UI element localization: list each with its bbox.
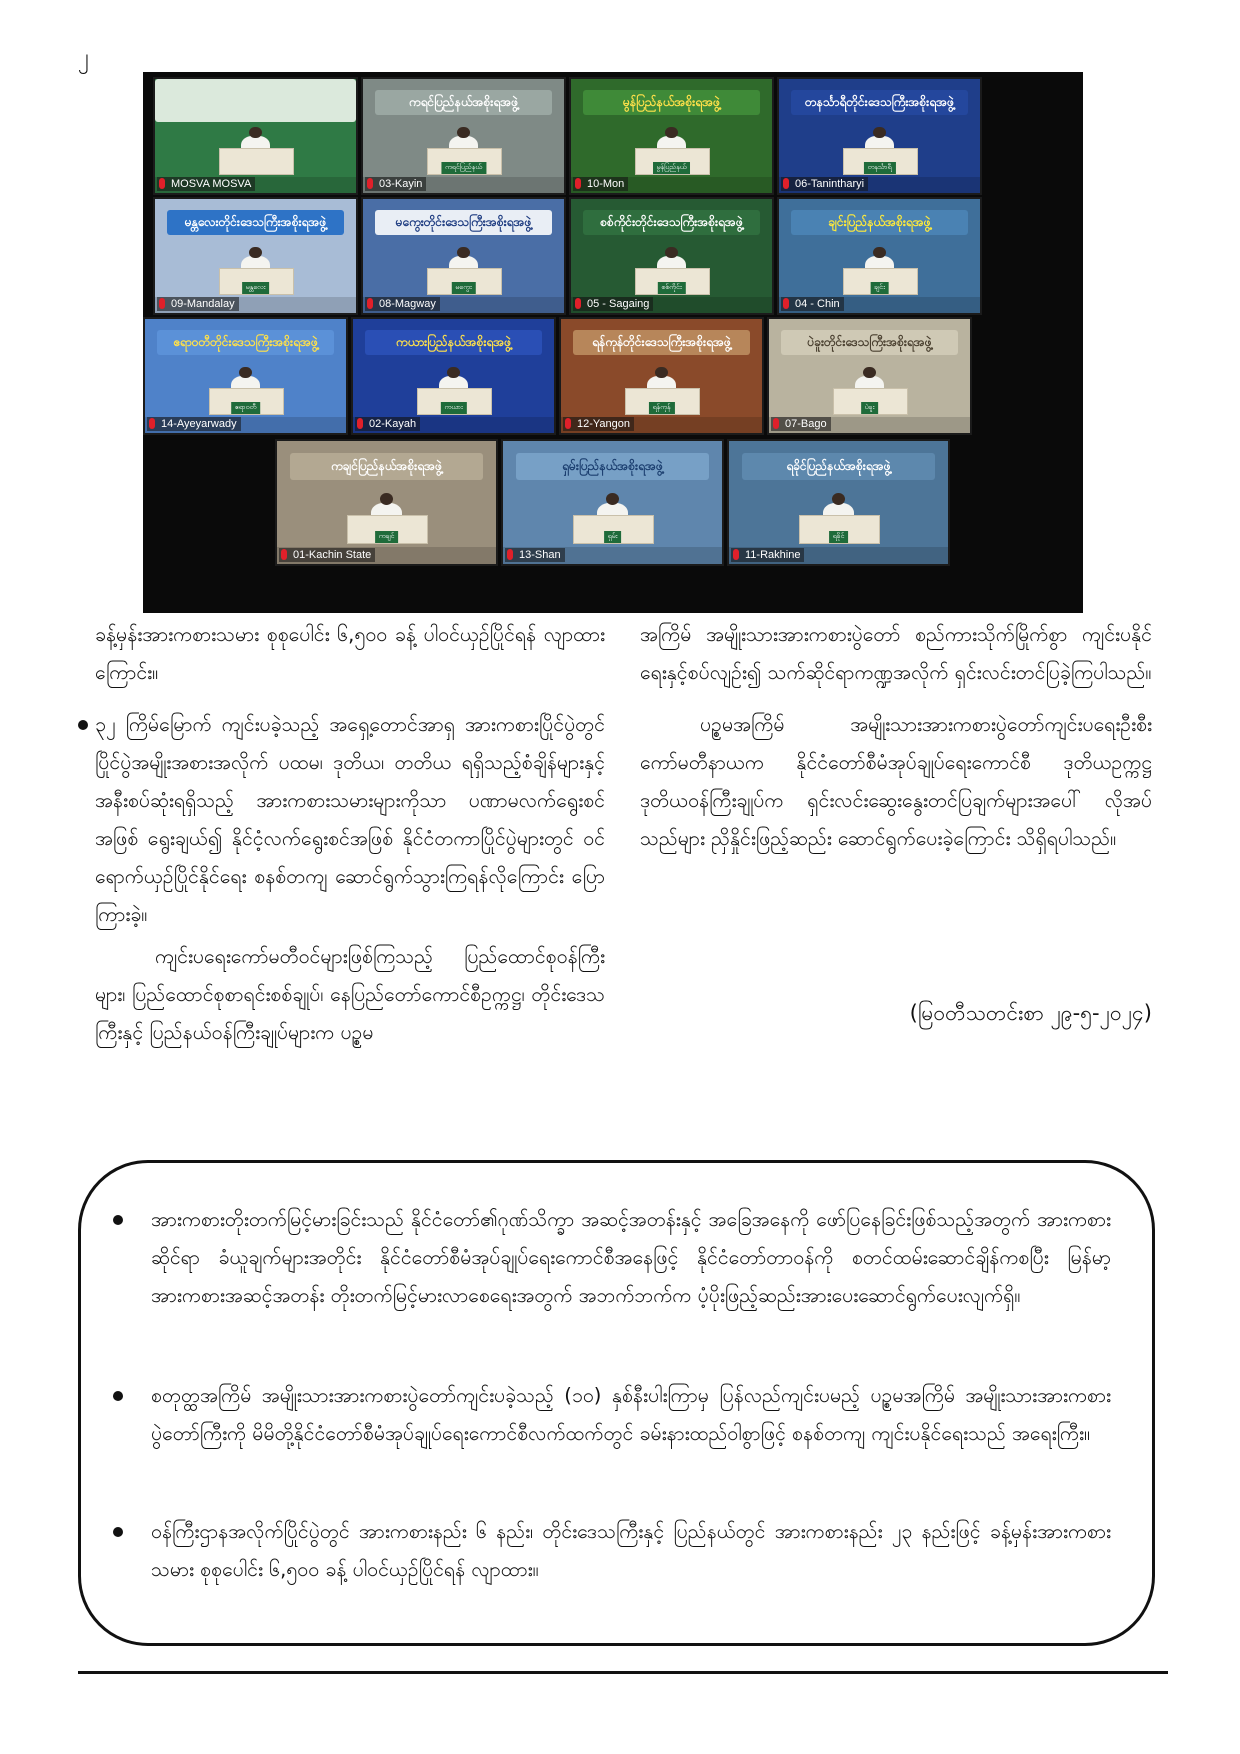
microphone-icon: [507, 549, 513, 560]
microphone-icon: [773, 418, 779, 429]
participant-label: 05 - Sagaing: [573, 297, 653, 311]
summary-item: [151, 1377, 1111, 1453]
nameplate: ရန်ကုန်: [648, 402, 674, 414]
participant-label: 04 - Chin: [781, 297, 844, 311]
left-paragraph-continued: ခန့်မှန်းအားကစားသမား စုစုပေါင်း ၆,၅၀၀ ခန့် ပါဝင်ယှဉ်ပြိုင်ရန် လျာထားကြောင်း။: [95, 623, 605, 684]
left-column: [95, 616, 605, 1052]
participant-label: 14-Ayeyarwady: [147, 417, 241, 431]
microphone-icon: [357, 418, 363, 429]
participant-label: 08-Magway: [365, 297, 440, 311]
right-paragraph-vice-chairman: ပဉ္စမအကြိမ် အမျိုးသားအားကစားပွဲတော်ကျင်းပရေးဦးစီးကော်မတီနာယက နိုင်ငံတော်စီမံအုပ်ချုပ်ရေးကောင်စီ ဒုတိယဥက္ကဋ္ဌ ဒုတိယဝန်ကြီးချုပ်က ရှင်းလင်းဆွေးနွေးတင်ပြချက်များအပေါ် လိုအပ်သည်များ ညှိနှိုင်းဖြည့်ဆည်း ဆောင်ရွက်ပေးခဲ့ကြောင်း သိရှိရပါသည်။: [640, 713, 1152, 850]
participant-label: 06-Tanintharyi: [781, 177, 868, 191]
nameplate: ရခိုင်: [829, 531, 849, 543]
room-banner: စစ်ကိုင်းတိုင်းဒေသကြီးအစိုးရအဖွဲ့: [583, 210, 760, 235]
right-paragraph-continued: အကြိမ် အမျိုးသားအားကစားပွဲတော် စည်ကားသိုက်မြိုက်စွာ ကျင်းပနိုင်ရေးနှင့်စပ်လျဉ်း၍ သက်ဆိုင်ရာကဏ္ဍအလိုက် ရှင်းလင်းတင်ပြခဲ့ကြပါသည်။: [640, 623, 1152, 684]
nameplate: ရှမ်း: [604, 531, 622, 543]
summary-item-text: ဝန်ကြီးဌာနအလိုက်ပြိုင်ပွဲတွင် အားကစားနည်း ၆ နည်း၊ တိုင်းဒေသကြီးနှင့် ပြည်နယ်တွင် အားကစားနည်း ၂၃ နည်းဖြင့် ခန့်မှန်းအားကစားသမား စုစုပေါင်း ၆,၅၀၀ ခန့် ပါဝင်ယှဉ်ပြိုင်ရန် လျာထား။: [151, 1520, 1111, 1581]
participant-label: 10-Mon: [573, 177, 628, 191]
microphone-icon: [367, 298, 373, 309]
microphone-icon: [159, 178, 165, 189]
room-banner: ပဲခူးတိုင်းဒေသကြီးအစိုးရအဖွဲ့: [781, 330, 958, 355]
participant-label: 13-Shan: [505, 548, 565, 562]
conference-tile: [275, 439, 498, 566]
bullet-icon: [113, 1215, 123, 1225]
footer-divider: [78, 1671, 1168, 1674]
microphone-icon: [565, 418, 571, 429]
microphone-icon: [281, 549, 287, 560]
video-conference-photo: [143, 72, 1083, 613]
room-banner: ချင်းပြည်နယ်အစိုးရအဖွဲ့: [791, 210, 968, 235]
microphone-icon: [159, 298, 165, 309]
left-bullet-paragraph: [95, 706, 605, 934]
room-banner: ကချင်ပြည်နယ်အစိုးရအဖွဲ့: [290, 453, 483, 480]
room-banner: ကယားပြည်နယ်အစိုးရအဖွဲ့: [365, 330, 542, 355]
conference-tile: [361, 197, 566, 315]
conference-tile: [777, 77, 982, 195]
conference-tile: [569, 197, 774, 315]
participant-label: 12-Yangon: [563, 417, 634, 431]
microphone-icon: [149, 418, 155, 429]
room-banner: ရန်ကုန်တိုင်းဒေသကြီးအစိုးရအဖွဲ့: [573, 330, 750, 355]
microphone-icon: [783, 298, 789, 309]
room-banner: ဧရာဝတီတိုင်းဒေသကြီးအစိုးရအဖွဲ့: [157, 330, 334, 355]
nameplate: ကယား: [440, 402, 466, 414]
room-banner: ရခိုင်ပြည်နယ်အစိုးရအဖွဲ့: [742, 453, 935, 480]
conference-tile: [727, 439, 950, 566]
conference-tile: [501, 439, 724, 566]
nameplate: ကရင်ပြည်နယ်: [441, 162, 486, 174]
room-banner: ကရင်ပြည်နယ်အစိုးရအဖွဲ့: [375, 90, 552, 115]
nameplate: ဧရာဝတီ: [231, 402, 261, 414]
nameplate: ချင်း: [870, 282, 889, 294]
room-banner: တနင်္သာရီတိုင်းဒေသကြီးအစိုးရအဖွဲ့: [791, 90, 968, 115]
nameplate: မန္တလေး: [242, 282, 270, 294]
conference-tile: [767, 317, 972, 435]
microphone-icon: [783, 178, 789, 189]
conference-tile: [569, 77, 774, 195]
nameplate: စစ်ကိုင်း: [657, 282, 685, 294]
conference-tile: [143, 317, 348, 435]
right-column: [640, 616, 1152, 858]
conference-tile: [351, 317, 556, 435]
summary-box: [78, 1160, 1155, 1646]
room-banner: မွန်ပြည်နယ်အစိုးရအဖွဲ့: [583, 90, 760, 115]
room-banner: မကွေးတိုင်းဒေသကြီးအစိုးရအဖွဲ့: [375, 210, 552, 235]
nameplate: မကွေး: [451, 282, 475, 294]
nameplate: မွန်ပြည်နယ်: [653, 162, 691, 174]
conference-tile: [559, 317, 764, 435]
bullet-icon: [113, 1391, 123, 1401]
participant-label: 09-Mandalay: [157, 297, 239, 311]
conference-tile: [777, 197, 982, 315]
participant-label: 11-Rakhine: [731, 548, 804, 562]
nameplate: ပဲခူး: [861, 402, 879, 414]
microphone-icon: [575, 178, 581, 189]
summary-item-text: စတုတ္ထအကြိမ် အမျိုးသားအားကစားပွဲတော်ကျင်းပခဲ့သည့် (၁၀) နှစ်နီးပါးကြာမှ ပြန်လည်ကျင်းပမည့် ပဉ္စမအကြိမ် အမျိုးသားအားကစားပွဲတော်ကြီးကို မိမိတို့နိုင်ငံတော်စီမံအုပ်ချုပ်ရေးကောင်စီလက်ထက်တွင် ခမ်းနားထည်ဝါစွာဖြင့် စနစ်တကျ ကျင်းပနိုင်ရေးသည် အရေးကြီး။: [151, 1384, 1111, 1445]
microphone-icon: [575, 298, 581, 309]
nameplate: တနင်္သာရီ: [863, 162, 895, 174]
participant-label: 03-Kayin: [365, 177, 426, 191]
left-paragraph-committee: ကျင်းပရေးကော်မတီဝင်များဖြစ်ကြသည့် ပြည်ထောင်စုဝန်ကြီးများ၊ ပြည်ထောင်စုစာရင်းစစ်ချုပ်၊ နေပြည်တော်ကောင်စီဥက္ကဋ္ဌ၊ တိုင်းဒေသကြီးနှင့် ပြည်နယ်ဝန်ကြီးချုပ်များက ပဉ္စမ: [95, 945, 605, 1044]
microphone-icon: [733, 549, 739, 560]
summary-item: [151, 1513, 1111, 1589]
room-banner: ရှမ်းပြည်နယ်အစိုးရအဖွဲ့: [516, 453, 709, 480]
page-number: ၂: [78, 45, 89, 70]
participant-label: MOSVA MOSVA: [157, 177, 255, 191]
summary-item-text: အားကစားတိုးတက်မြင့်မားခြင်းသည် နိုင်ငံတော်၏ဂုဏ်သိက္ခာ အဆင့်အတန်းနှင့် အခြေအနေကို ဖော်ပြနေခြင်းဖြစ်သည့်အတွက် အားကစားဆိုင်ရာ ခံယူချက်များအတိုင်း နိုင်ငံတော်စီမံအုပ်ချုပ်ရေးကောင်စီအနေဖြင့် နိုင်ငံတော်တာဝန်ကို စတင်ထမ်းဆောင်ချိန်ကစပြီး မြန်မာ့အားကစားအဆင့်အတန်း တိုးတက်မြင့်မားလာစေရေးအတွက် အဘက်ဘက်က ပံ့ပိုးဖြည့်ဆည်းအားပေးဆောင်ရွက်ပေးလျက်ရှိ။: [151, 1208, 1111, 1307]
room-banner: [155, 79, 356, 122]
room-banner: မန္တလေးတိုင်းဒေသကြီးအစိုးရအဖွဲ့: [167, 210, 344, 235]
bullet-icon: [113, 1527, 123, 1537]
conference-tile: [153, 77, 358, 195]
conference-tile: [153, 197, 358, 315]
conference-tile: [361, 77, 566, 195]
left-bullet-text: ၃၂ ကြိမ်မြောက် ကျင်းပခဲ့သည့် အရှေ့တောင်အာရှ အားကစားပြိုင်ပွဲတွင် ပြိုင်ပွဲအမျိုးအစားအလိုက် ပထမ၊ ဒုတိယ၊ တတိယ ရရှိသည့်စံချိန်များနှင့် အနီးစပ်ဆုံးရရှိသည့် အားကစားသမားများကိုသာ ပဏာမလက်ရွေးစင်အဖြစ် ရွေးချယ်၍ နိုင်ငံ့လက်ရွေးစင်အဖြစ် နိုင်ငံတကာပြိုင်ပွဲများတွင် ဝင်ရောက်ယှဉ်ပြိုင်နိုင်ရေး စနစ်တကျ ဆောင်ရွက်သွားကြရန်လိုကြောင်း ပြောကြားခဲ့။: [95, 713, 605, 926]
news-source: (မြဝတီသတင်းစာ ၂၉-၅-၂၀၂၄): [909, 1001, 1152, 1025]
summary-item: [151, 1201, 1111, 1315]
participant-label: 02-Kayah: [355, 417, 420, 431]
desk: [219, 148, 293, 175]
participant-label: 07-Bago: [771, 417, 831, 431]
nameplate: ကချင်: [375, 531, 399, 543]
microphone-icon: [367, 178, 373, 189]
participant-label: 01-Kachin State: [279, 548, 375, 562]
bullet-icon: [78, 720, 88, 730]
